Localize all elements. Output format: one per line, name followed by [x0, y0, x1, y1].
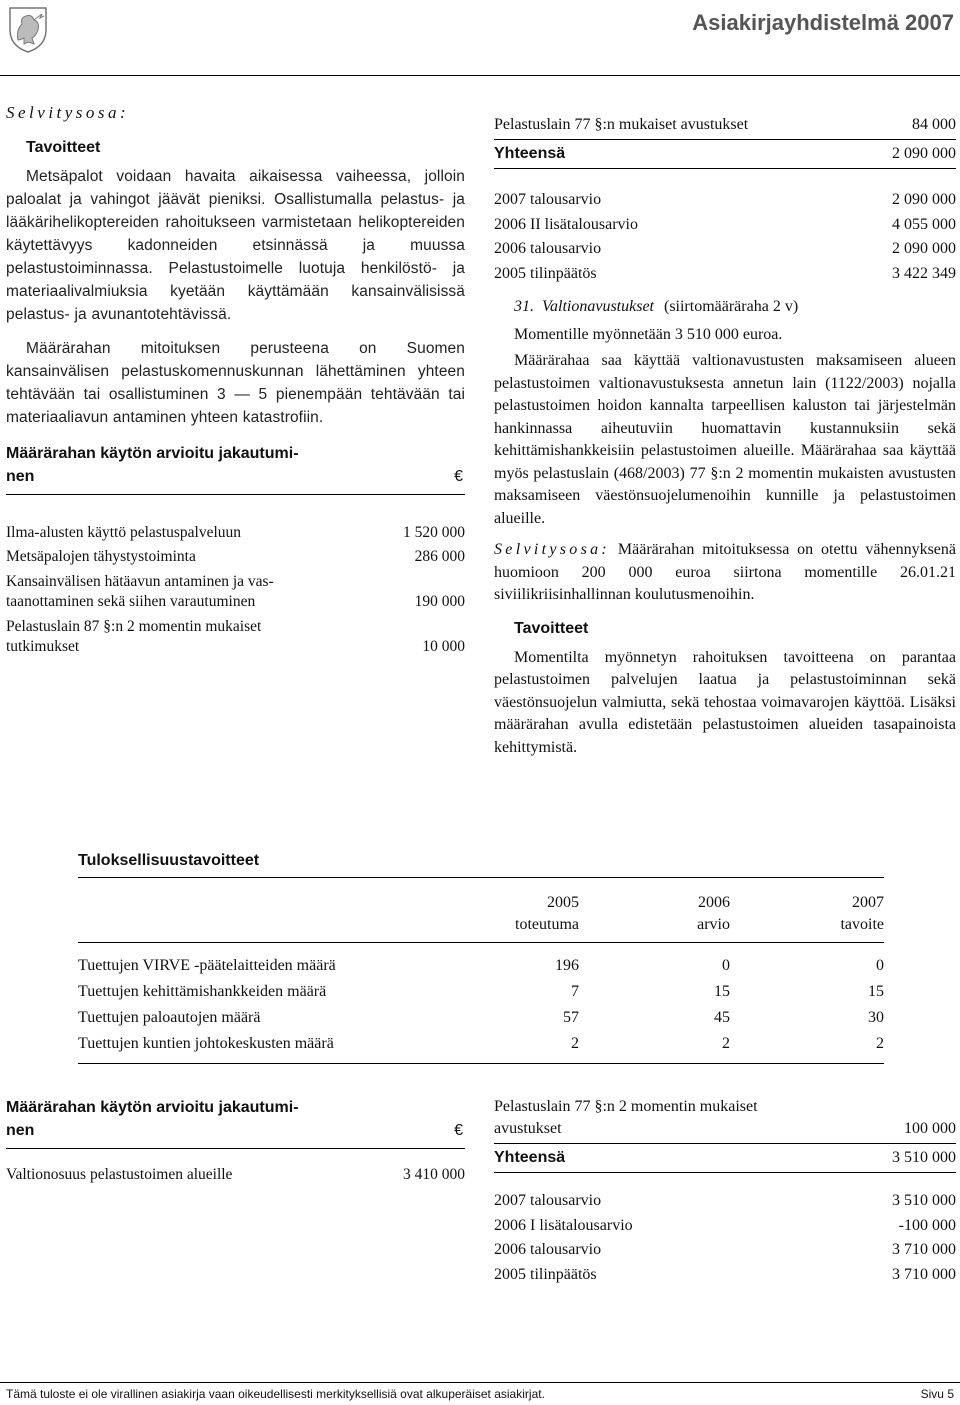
budget-value: 3 422 349: [892, 264, 956, 282]
col-year: 2006: [698, 894, 730, 911]
left-paragraph-1: Metsäpalot voidaan havaita aikaisessa vaiheessa, jolloin paloalat ja vahingot jäävät pieniksi. Osallistumalla pelastus- ja lääkärihelikoptereiden rahoitukseen varmistetaan helikoptereiden käytettävyys kadonneiden etsinnässä ja muussa pelastustoiminnassa. Pelastustoimelle luotuja henkilöstö- ja materiaalivalmiuksia kyetään käyttämään kansainvälisissä pelastus- ja avunantotehtävissä.: [6, 167, 465, 323]
col-label: tavoite: [840, 916, 884, 933]
header-logo: [6, 4, 50, 54]
coat-of-arms-icon: [6, 4, 50, 54]
total-divider: [494, 139, 956, 140]
footer-page-number: Sivu 5: [920, 1387, 954, 1401]
alloc-label: taanottaminen sekä siihen varautuminen: [6, 592, 256, 610]
total-label: Yhteensä: [494, 145, 566, 162]
table-row: [78, 957, 884, 983]
table-row: [78, 983, 884, 1009]
performance-title: Tuloksellisuustavoitteet: [78, 852, 260, 869]
budget-value: 3 710 000: [892, 1265, 956, 1283]
budget-row: [494, 1263, 956, 1288]
goals-heading: Tavoitteet: [26, 138, 101, 156]
row-label: Tuettujen kehittämishankkeiden määrä: [78, 983, 327, 1000]
budget-label: 2006 talousarvio: [494, 1241, 602, 1258]
budget-label: 2006 I lisätalousarvio: [494, 1216, 633, 1234]
alloc-title: [6, 442, 465, 488]
alloc-title-line-1: Määrärahan käytön arvioitu jakautumi-: [6, 1099, 299, 1116]
total-row: [494, 1147, 956, 1169]
row-value-2005: 7: [571, 983, 579, 1000]
alloc-row: [6, 547, 465, 567]
table-row: [78, 1009, 884, 1035]
budget-row: [494, 188, 956, 213]
budget-value: 2 090 000: [892, 240, 956, 257]
left-paragraph-2: Määrärahan mitoituksen perusteena on Suomen kansainvälisen pelastuskomennuskunnan lähettäminen yhteen tehtävään tai osallistuminen 3 — 5 pienempään tehtävään tai materiaaliavun antaminen yhteen katastrofiin.: [6, 339, 465, 426]
goals-heading: Tavoitteet: [514, 619, 589, 637]
item-type: (siirtomääräraha 2 v): [663, 298, 799, 315]
budget-row: [494, 1214, 956, 1239]
table-row: [78, 1035, 884, 1059]
col-header-2005: [499, 892, 579, 936]
header-divider: [0, 75, 960, 76]
row-label: Tuettujen kuntien johtokeskusten määrä: [78, 1035, 334, 1052]
alloc-value: 1 520 000: [403, 523, 465, 541]
alloc-row: [6, 616, 465, 657]
alloc-row: [6, 1164, 465, 1186]
alloc-label: Ilma-alusten käyttö pelastuspalveluun: [6, 523, 242, 541]
alloc-value: 190 000: [414, 592, 465, 610]
row-label: Tuettujen paloautojen määrä: [78, 1009, 261, 1026]
alloc-row: [6, 523, 465, 543]
alloc-row-line: [6, 637, 465, 657]
performance-rows: [78, 957, 884, 1059]
grant-row: [494, 114, 956, 136]
col-year: 2005: [547, 894, 579, 911]
row-label: Tuettujen VIRVE -päätelaitteiden määrä: [78, 957, 336, 974]
budget-label: 2006 II lisätalousarvio: [494, 215, 638, 233]
currency-label: €: [454, 467, 463, 485]
budget-value: 4 055 000: [892, 215, 956, 233]
item-title: Valtionavustukset: [542, 298, 654, 315]
alloc-label: Kansainvälisen hätäavun antaminen ja vas-: [6, 572, 274, 590]
grant-row: [494, 1096, 956, 1140]
col-header-2007: [804, 892, 884, 936]
performance-header-divider: [78, 942, 884, 943]
alloc-value: 286 000: [414, 547, 465, 565]
grant-value: 84 000: [912, 116, 956, 133]
alloc-title-line-2: nen: [6, 467, 35, 485]
right-column: [494, 114, 956, 759]
right-paragraph-2: Määrärahan mitoituksessa on otettu vähennyksenä huomioon 200 000 euroa siirtona momentille 26.01.21 siviilikriisinhallinnan koulutusmenoihin.: [494, 541, 957, 603]
total-value: 2 090 000: [892, 145, 956, 162]
budget-value: 3 710 000: [892, 1241, 956, 1258]
col-label: toteutuma: [515, 916, 579, 933]
total-row: [494, 143, 956, 165]
alloc-label: Pelastuslain 87 §:n 2 momentin mukaiset: [6, 617, 262, 635]
left-column: [6, 102, 465, 657]
row-value-2006: 0: [722, 957, 730, 974]
appropriation-text: Momentille myönnetään 3 510 000 euroa.: [514, 326, 783, 343]
right-paragraph-3: Momentilta myönnetyn rahoituksen tavoitteena on parantaa pelastustoimen palvelujen laatua ja pelastustoiminnan sekä väestönsuojelun valmiutta, sekä tehostaa voimavarojen käyttöä. Lisäksi määrärahan avulla edistetään pelastustoimen alueiden tasapainoista kehittymistä.: [494, 648, 956, 756]
budget-row: [494, 262, 956, 287]
item-number: 31.: [514, 298, 534, 315]
alloc-label: Valtionosuus pelastustoimen alueille: [6, 1166, 233, 1183]
total-divider-bottom: [494, 1172, 956, 1173]
total-value: 3 510 000: [892, 1149, 956, 1166]
right-paragraph-1: Määrärahaa saa käyttää valtionavustusten maksamiseen alueen pelastustoimen valtionavustuksesta annetun lain (1122/2003) nojalla pelastustoimen hoidon kannalta tarpeellisen kaluston tai järjestelmän hankinnassa aiheutuviin huomattavin kustannuksiin sekä kehittämishankkeisiin pelastustoimen alueille. Määrärahaa saa käyttää myös pelastuslain (468/2003) 77 §:n 2 momentin mukaisten avustusten maksamiseen väestönsuojelumenoihin kunnille ja pelastustoimen alueille.: [494, 352, 956, 527]
col-year: 2007: [852, 894, 884, 911]
row-value-2005: 2: [571, 1035, 579, 1052]
footer-disclaimer: Tämä tuloste ei ole virallinen asiakirja vaan oikeudellisesti merkityksellisiä ovat alkuperäiset asiakirjat.: [6, 1387, 545, 1401]
alloc-divider: [6, 1148, 465, 1149]
total-label: Yhteensä: [494, 1149, 566, 1166]
budget-row: [494, 1238, 956, 1263]
performance-header: [78, 892, 884, 938]
budget-list: [494, 1189, 956, 1287]
row-value-2007: 15: [868, 983, 884, 1000]
row-value-2005: 57: [563, 1009, 579, 1026]
grant-label: Pelastuslain 77 §:n 2 momentin mukaiset: [494, 1098, 758, 1115]
row-value-2007: 2: [876, 1035, 884, 1052]
bottom-right-section: [494, 1096, 956, 1287]
alloc-list: [6, 523, 465, 657]
header-title: Asiakirjayhdistelmä 2007: [692, 10, 954, 35]
alloc-title-line-2: nen: [6, 1122, 35, 1139]
grant-value: 100 000: [904, 1120, 956, 1137]
budget-value: 3 510 000: [892, 1192, 956, 1209]
item-heading: [494, 298, 956, 316]
total-divider: [494, 1143, 956, 1144]
footer-divider: [0, 1382, 960, 1383]
alloc-label: Metsäpalojen tähystystoiminta: [6, 547, 196, 565]
alloc-divider: [6, 494, 465, 495]
budget-row: [494, 237, 956, 262]
row-value-2006: 15: [714, 983, 730, 1000]
budget-label: 2006 talousarvio: [494, 240, 602, 257]
performance-bottom-divider: [78, 1063, 884, 1064]
grant-row-line: [494, 1118, 956, 1140]
budget-label: 2007 talousarvio: [494, 191, 602, 208]
alloc-value: 3 410 000: [403, 1166, 465, 1183]
alloc-title-line-1: Määrärahan käytön arvioitu jakautumi-: [6, 444, 299, 462]
section-heading: Selvitysosa:: [6, 103, 130, 122]
section-heading: Selvitysosa:: [494, 541, 611, 558]
budget-row: [494, 213, 956, 238]
total-divider-bottom: [494, 168, 956, 169]
right-selvitys: [494, 539, 956, 607]
performance-section: [78, 852, 884, 1064]
row-value-2006: 2: [722, 1035, 730, 1052]
alloc-label: tutkimukset: [6, 637, 80, 655]
alloc-value: 10 000: [422, 637, 465, 655]
budget-label: 2005 tilinpäätös: [494, 264, 597, 282]
budget-list: [494, 188, 956, 286]
row-value-2007: 0: [876, 957, 884, 974]
budget-value: -100 000: [898, 1216, 956, 1234]
alloc-title: [6, 1096, 465, 1142]
row-value-2006: 45: [714, 1009, 730, 1026]
col-header-2006: [650, 892, 730, 936]
alloc-row-line: [6, 592, 465, 612]
col-label: arvio: [697, 916, 730, 933]
budget-value: 2 090 000: [892, 191, 956, 208]
grant-label: Pelastuslain 77 §:n mukaiset avustukset: [494, 116, 749, 133]
alloc-row: [6, 571, 465, 612]
budget-label: 2005 tilinpäätös: [494, 1265, 597, 1283]
budget-row: [494, 1189, 956, 1214]
budget-label: 2007 talousarvio: [494, 1192, 602, 1209]
grant-label: avustukset: [494, 1120, 562, 1137]
currency-label: €: [454, 1122, 463, 1139]
performance-divider: [78, 877, 884, 878]
bottom-left-section: [6, 1096, 465, 1186]
row-value-2005: 196: [555, 957, 579, 974]
row-value-2007: 30: [868, 1009, 884, 1026]
